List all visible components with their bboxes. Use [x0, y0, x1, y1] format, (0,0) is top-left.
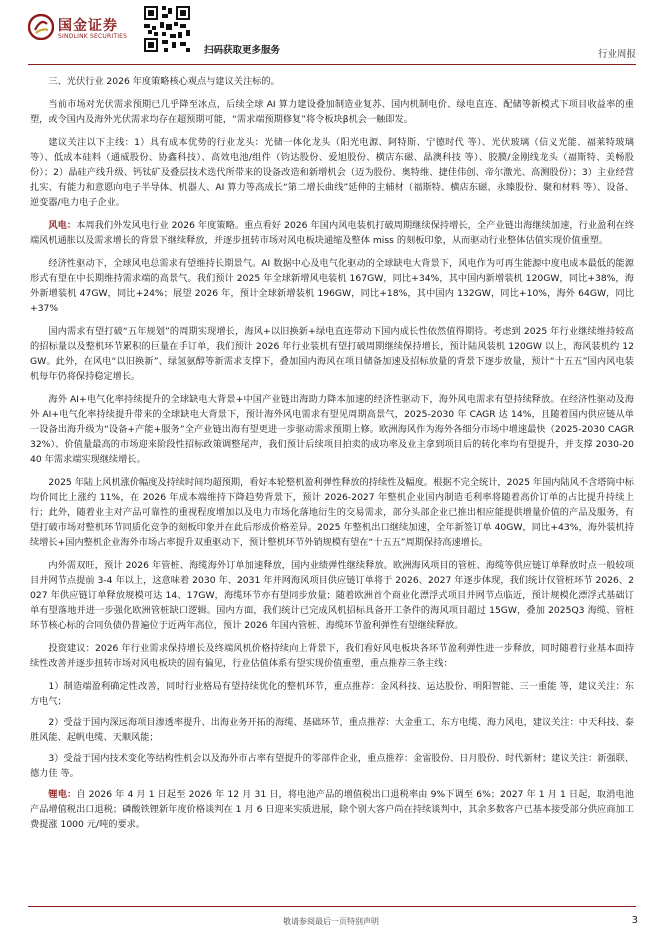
- paragraph-wind-domestic-demand: 国内需求有望打破“五年规划”的周期实现增长，海风+以旧换新+绿电直连带动下国内成长性依然值得期待。考虑到 2025 年行业继续维持较高的招标量以及整机环节累积的巨量在手订单，我们预计 2026 年行业装机有望打破周期继续保持增长，预计陆风装机 120GW 以上，海风装机约 12GW。此外，在风电“以旧换新”、绿氢氨醇等新需求支撑下，叠加国内海风在项目储备加速及招标放量的背景下逐步放量，预计“十五五”国内风电装机每年仍将保持稳定增长。: [30, 326, 634, 382]
- company-logo: [28, 12, 138, 44]
- lithium-text: 自 2026 年 4 月 1 日起至 2026 年 12 月 31 日，将电池产品的增值税出口退税率由 9%下调至 6%；2027 年 1 月 1 日起，取消电池产品增值税出口退税；磷酸铁锂新年度价格谈判在 1 月 6 日迎来实质进展，除个别大客户尚在持续谈判中，其余多数客户已基本接受部分供应商加工费提涨 1000 元/吨的要求。: [30, 789, 634, 830]
- recommendation-line-3: 3）受益于国内技术变化等结构性机会以及海外市占率有望提升的零部件企业，重点推荐：金雷股份、日月股份、时代新材；建议关注：新强联、德力佳 等。: [30, 753, 634, 779]
- header-divider: [28, 64, 636, 65]
- paragraph-wind-turbine-pricing: 2025 年陆上风机涨价幅度及持续时间均超预期，看好本轮整机盈利弹性释放的持续性及幅度。根据不完全统计，2025 年国内陆风不含塔筒中标均价同比上涨约 11%，在 2026 年成本端维持下降趋势背景下，预计 2026-2027 年整机企业国内制造毛利率将随着高价订单的占比提升持续上行；此外，随着业主对产品可靠性的重视程度增加以及电力市场化落地衍生的交易需求，部分头部企业已推出相应能提供增量价值的产品及服务，有望打破市场对整机环节同质化竞争的刻板印象并在此后形成价格差异。2025 年整机出口继续加速，全年新签订单 40GW，同比+43%，海外装机持续增长+国内整机企业海外市场占率提升双重驱动下，预计整机环节外销规模有望在“十五五”周期保持高速增长。: [30, 477, 634, 548]
- paragraph-investment-advice: 投资建议：2026 年行业需求保持增长及终端风机价格持续向上背景下，我们看好风电板块各环节盈利弹性进一步释放，同时随着行业基本面持续性改善并逐步扭转市场对风电板块的固有偏见，行业估值体系有望实现价值重塑，重点推荐三条主线：: [30, 643, 634, 669]
- paragraph-wind-pile-cable: 内外需双旺，预计 2026 年管桩、海缆海外订单加速释放，国内业绩弹性继续释放。欧洲海风项目的管桩、海缆等供应链订单释放时点一般较项目并网节点提前 3-4 年以上，这意味着 2030 年、2031 年并网海风项目供应链订单将于 2026、2027 年逐步体现，我们统计仅管桩环节 2026、2027 年供应链订单释放规模可达 14、17GW，海缆环节亦有望同步放量；随着欧洲首个商业化漂浮式项目并网节点临近，预计规模化漂浮式基础订单有望落地并进一步强化欧洲管桩缺口逻辑。国内方面，我们统计已完成风机招标具备开工条件的海风项目超过 15GW，叠加 2025Q3 海缆、管桩环节核心标的合同负债仍普遍位于近两年高位，预计 2026 年国内管桩、海缆环节盈利弹性有望继续释放。: [30, 560, 634, 631]
- footer-divider: [28, 906, 636, 907]
- paragraph-lithium: [30, 787, 634, 832]
- page-header: [0, 0, 662, 66]
- qr-code-icon[interactable]: [142, 4, 192, 54]
- logo-chinese-name: 国金证券: [58, 18, 118, 34]
- recommendation-line-1: 1）制造端盈利确定性改善，同时行业格局有望持续优化的整机环节，重点推荐：金风科技、运达股份、明阳智能、三一重能 等，建议关注：东方电气；: [30, 681, 634, 707]
- section-heading-pv: 三、光伏行业 2026 年度策略核心观点与建议关注标的。: [48, 76, 280, 87]
- page-footer: [0, 906, 662, 936]
- paragraph-pv-recommendations: 建议关注以下主线：1）具有成本优势的行业龙头：光储一体化龙头（阳光电源、阿特斯、宁德时代 等）、光伏玻璃（信义光能、福莱特玻璃 等）、低成本硅料（通威股份、协鑫科技）、高效电池/组件（钧达股份、爱旭股份、横店东磁、晶澳科技 等）、胶膜/金刚线龙头（福斯特、美畅股份）；2）晶硅产线升级、钙钛矿及叠层技术迭代所带来的设备改造和新增机会（迈为股份、奥特维、捷佳伟创、帝尔激光、高测股份）；3）主业经营扎实、有能力和意愿向电子半导体、机器人、AI 算力等高成长“第二增长曲线”延伸的主辅材（福斯特、横店东磁、永臻股份、聚和材料 等）、设备、逆变器/电力电子企业。: [30, 137, 634, 208]
- wind-intro-text: 本周我们外发风电行业 2026 年度策略。重点看好 2026 年国内风电装机打破周期继续保持增长，全产业链出海继续加速，行业盈利在终端风机通胀以及需求增长的背景下继续释放，并逐步扭转市场对风电板块通缩及整体 miss 的刻板印象，从而驱动行业整体估值实现价值重塑。: [30, 220, 635, 246]
- page-number: 3: [631, 915, 638, 926]
- wind-keyword: 风电：: [48, 220, 77, 231]
- paragraph-wind-intro: [30, 218, 634, 248]
- footer-disclaimer: 敬请参阅最后一页特别声明: [283, 917, 379, 926]
- paragraph-wind-overseas-demand: 海外 AI+电气化率持续提升的全球缺电大背景+中国产业链出海助力降本加速的经济性驱动下，海外风电需求有望持续释放。在经济性驱动及海外 AI+电气化率持续提升带来的全球缺电大背景下，预计海外风电需求有望见周期高景气，2025-2030 年 CAGR 达 14%，且随着国内供应链从单一设备出海升级为“设备+产能+服务”全产业链出海有望更进一步驱动需求预期上修。欧洲海风作为海外各细分市场中增速最快（2025-2030 CAGR 32%）、价值量最高的市场迎来阶段性招标政策调整尾声，我们预计后续项目拍卖的成功率及业主拿到项目后的转化率均有望提升，并支撑 2030-2040 年需求端实现继续增长。: [30, 394, 634, 465]
- recommendation-line-2: 2）受益于国内深远海项目渗透率提升、出海业务开拓的海缆、基础环节，重点推荐：大金重工、东方电缆、海力风电，建议关注：中天科技、泰胜风能、起帆电缆、天顺风能；: [30, 717, 634, 743]
- lithium-keyword: 锂电：: [48, 789, 77, 800]
- paragraph-wind-global-demand: 经济性驱动下，全球风电总需求有望维持长期景气。AI 数据中心及电气化驱动的全球缺电大背景下，风电作为可再生能源中度电成本最低的能源形式有望在中长期维持需求端的高景气。我们预计 2025 年全球新增风电装机 167GW，同比+34%，其中国内新增装机 120GW，同比+38%，海外新增装机 47GW，同比+24%；展望 2026 年，预计全球新增装机 196GW，同比+18%，其中国内 132GW，同比+10%，海外 64GW，同比+37%: [30, 258, 634, 314]
- qr-code-label: 扫码获取更多服务: [204, 45, 281, 56]
- paragraph-pv-outlook: 当前市场对光伏需求预期已几乎降至冰点，后续全球 AI 算力建设叠加制造业复苏、国内机制电价、绿电直连、配储等新模式下项目收益率的重塑，或令国内及海外光伏需求均存在超预期可能，“需求端预期修复”将令板块β机会一触即发。: [30, 99, 634, 125]
- logo-english-name: SINOLINK SECURITIES: [58, 33, 128, 40]
- report-body: [30, 74, 634, 840]
- logo-mark-icon: [28, 14, 54, 40]
- report-type-label: 行业周报: [597, 49, 636, 60]
